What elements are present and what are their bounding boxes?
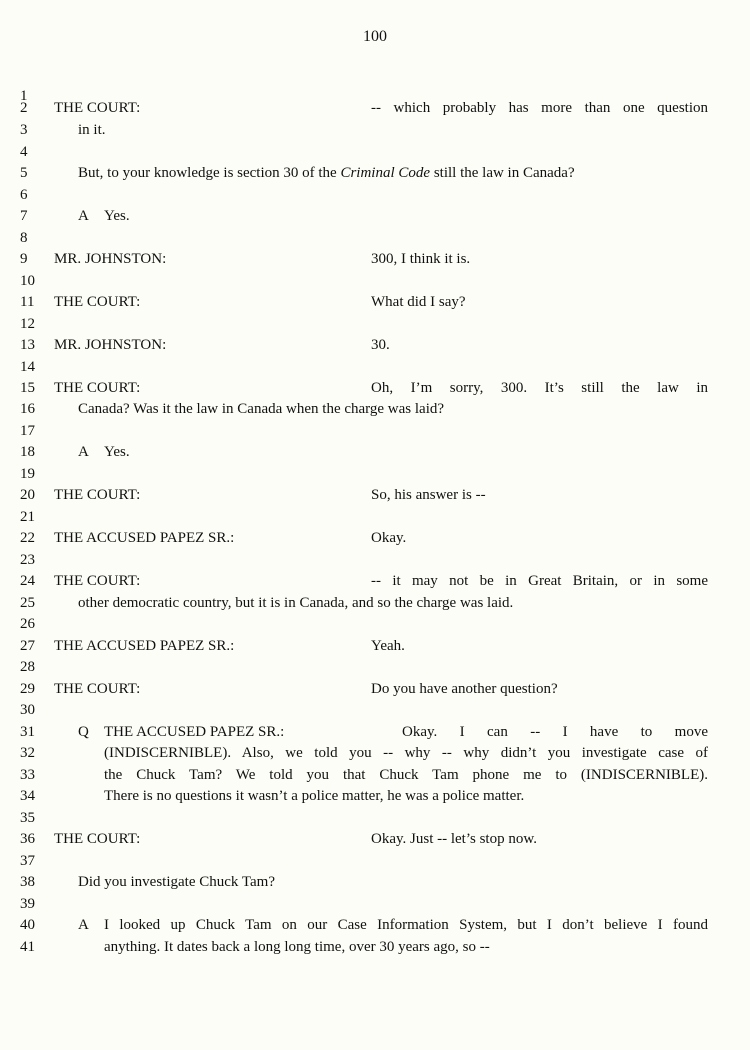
line-17: [0, 421, 750, 443]
line-number: 14: [20, 359, 35, 375]
line-number: 12: [20, 316, 35, 332]
line-5: [0, 163, 750, 185]
line-number: 22: [20, 530, 35, 546]
answer-text: Yes.: [104, 444, 130, 460]
line-number: 24: [20, 573, 35, 589]
speech-text: So, his answer is --: [371, 487, 486, 503]
line-number: 7: [20, 208, 28, 224]
line-41: [0, 937, 750, 959]
line-36: [0, 829, 750, 851]
speaker-label: THE COURT:: [54, 831, 141, 847]
speech-text: -- which probably has more than one question: [371, 100, 708, 116]
italic-citation: Criminal Code: [340, 165, 431, 181]
line-37: [0, 851, 750, 873]
speech-text: Oh, I’m sorry, 300. It’s still the law in: [371, 380, 708, 396]
speech-text: Okay. Just -- let’s stop now.: [371, 831, 537, 847]
line-23: [0, 550, 750, 572]
speech-text: 30.: [371, 337, 390, 353]
speech-text: 300, I think it is.: [371, 251, 471, 267]
speech-continuation: Did you investigate Chuck Tam?: [78, 874, 275, 890]
line-34: [0, 786, 750, 808]
line-number: 38: [20, 874, 35, 890]
line-number: 13: [20, 337, 35, 353]
line-13: [0, 335, 750, 357]
speaker-label: THE ACCUSED PAPEZ SR.:: [54, 638, 235, 654]
line-32: [0, 743, 750, 765]
line-18: [0, 442, 750, 464]
speech-continuation: Canada? Was it the law in Canada when the charge was laid?: [78, 401, 445, 417]
line-2: [0, 98, 750, 120]
line-30: [0, 700, 750, 722]
line-number: 26: [20, 616, 35, 632]
line-29: [0, 679, 750, 701]
line-9: [0, 249, 750, 271]
line-number: 31: [20, 724, 35, 740]
line-7: [0, 206, 750, 228]
text-run: But, to your knowledge is section 30 of the: [78, 165, 341, 181]
speaker-label: THE COURT:: [54, 573, 141, 589]
speech-text: Yeah.: [371, 638, 405, 654]
line-number: 20: [20, 487, 35, 503]
question-label: Q: [78, 724, 89, 740]
line-number: 40: [20, 917, 35, 933]
line-27: [0, 636, 750, 658]
line-3: [0, 120, 750, 142]
line-25: [0, 593, 750, 615]
speaker-label: THE ACCUSED PAPEZ SR.:: [104, 724, 285, 740]
speaker-label: MR. JOHNSTON:: [54, 251, 167, 267]
speech-text: -- it may not be in Great Britain, or in some: [371, 573, 708, 589]
line-number: 37: [20, 853, 35, 869]
line-24: [0, 571, 750, 593]
line-number: 25: [20, 595, 35, 611]
line-number: 33: [20, 767, 35, 783]
line-28: [0, 657, 750, 679]
line-8: [0, 228, 750, 250]
line-number: 15: [20, 380, 35, 396]
line-number: 21: [20, 509, 35, 525]
line-number: 6: [20, 187, 28, 203]
speaker-label: MR. JOHNSTON:: [54, 337, 167, 353]
line-11: [0, 292, 750, 314]
line-26: [0, 614, 750, 636]
answer-label: A: [78, 917, 89, 933]
line-number: 35: [20, 810, 35, 826]
line-4: [0, 142, 750, 164]
line-31: [0, 722, 750, 744]
speech-continuation: in it.: [78, 122, 106, 138]
line-number: 19: [20, 466, 35, 482]
speaker-label: THE COURT:: [54, 380, 141, 396]
line-number: 16: [20, 401, 35, 417]
line-number: 34: [20, 788, 35, 804]
speech-text: Okay.: [371, 530, 407, 546]
line-number: 9: [20, 251, 28, 267]
line-number: 4: [20, 144, 28, 160]
line-40: [0, 915, 750, 937]
speaker-label: THE COURT:: [54, 681, 141, 697]
question-text: the Chuck Tam? We told you that Chuck Tam phone me to (INDISCERNIBLE).: [104, 767, 708, 783]
line-38: [0, 872, 750, 894]
line-number: 3: [20, 122, 28, 138]
answer-text: anything. It dates back a long long time, over 30 years ago, so --: [104, 939, 490, 955]
line-12: [0, 314, 750, 336]
speaker-label: THE COURT:: [54, 487, 141, 503]
question-text: Okay. I can -- I have to move: [402, 724, 708, 740]
line-10: [0, 271, 750, 293]
line-number: 17: [20, 423, 35, 439]
line-number: 1: [20, 88, 28, 104]
line-15: [0, 378, 750, 400]
line-number: 41: [20, 939, 35, 955]
line-39: [0, 894, 750, 916]
line-number: 8: [20, 230, 28, 246]
line-number: 27: [20, 638, 35, 654]
line-16: [0, 399, 750, 421]
line-number: 5: [20, 165, 28, 181]
line-22: [0, 528, 750, 550]
question-text: There is no questions it wasn’t a police matter, he was a police matter.: [104, 788, 525, 804]
line-number: 36: [20, 831, 35, 847]
speech-text: Do you have another question?: [371, 681, 558, 697]
text-run: still the law in Canada?: [430, 165, 575, 181]
speech-continuation: other democratic country, but it is in Canada, and so the charge was laid.: [78, 595, 514, 611]
line-14: [0, 357, 750, 379]
line-number: 29: [20, 681, 35, 697]
line-number: 18: [20, 444, 35, 460]
answer-text: I looked up Chuck Tam on our Case Information System, but I don’t believe I found: [104, 917, 708, 933]
line-number: 32: [20, 745, 35, 761]
line-number: 11: [20, 294, 35, 310]
speaker-label: THE ACCUSED PAPEZ SR.:: [54, 530, 235, 546]
line-number: 30: [20, 702, 35, 718]
answer-label: A: [78, 444, 89, 460]
line-33: [0, 765, 750, 787]
answer-text: Yes.: [104, 208, 130, 224]
question-text: (INDISCERNIBLE). Also, we told you -- why -- why didn’t you investigate case of: [104, 745, 708, 761]
speaker-label: THE COURT:: [54, 294, 141, 310]
line-number: 2: [20, 100, 28, 116]
line-35: [0, 808, 750, 830]
speech-continuation: [78, 163, 708, 185]
line-20: [0, 485, 750, 507]
line-6: [0, 185, 750, 207]
speaker-label: THE COURT:: [54, 100, 141, 116]
line-21: [0, 507, 750, 529]
line-number: 23: [20, 552, 35, 568]
speech-text: What did I say?: [371, 294, 466, 310]
line-number: 39: [20, 896, 35, 912]
page-number: 100: [363, 28, 387, 45]
answer-label: A: [78, 208, 89, 224]
line-19: [0, 464, 750, 486]
line-number: 10: [20, 273, 35, 289]
line-number: 28: [20, 659, 35, 675]
